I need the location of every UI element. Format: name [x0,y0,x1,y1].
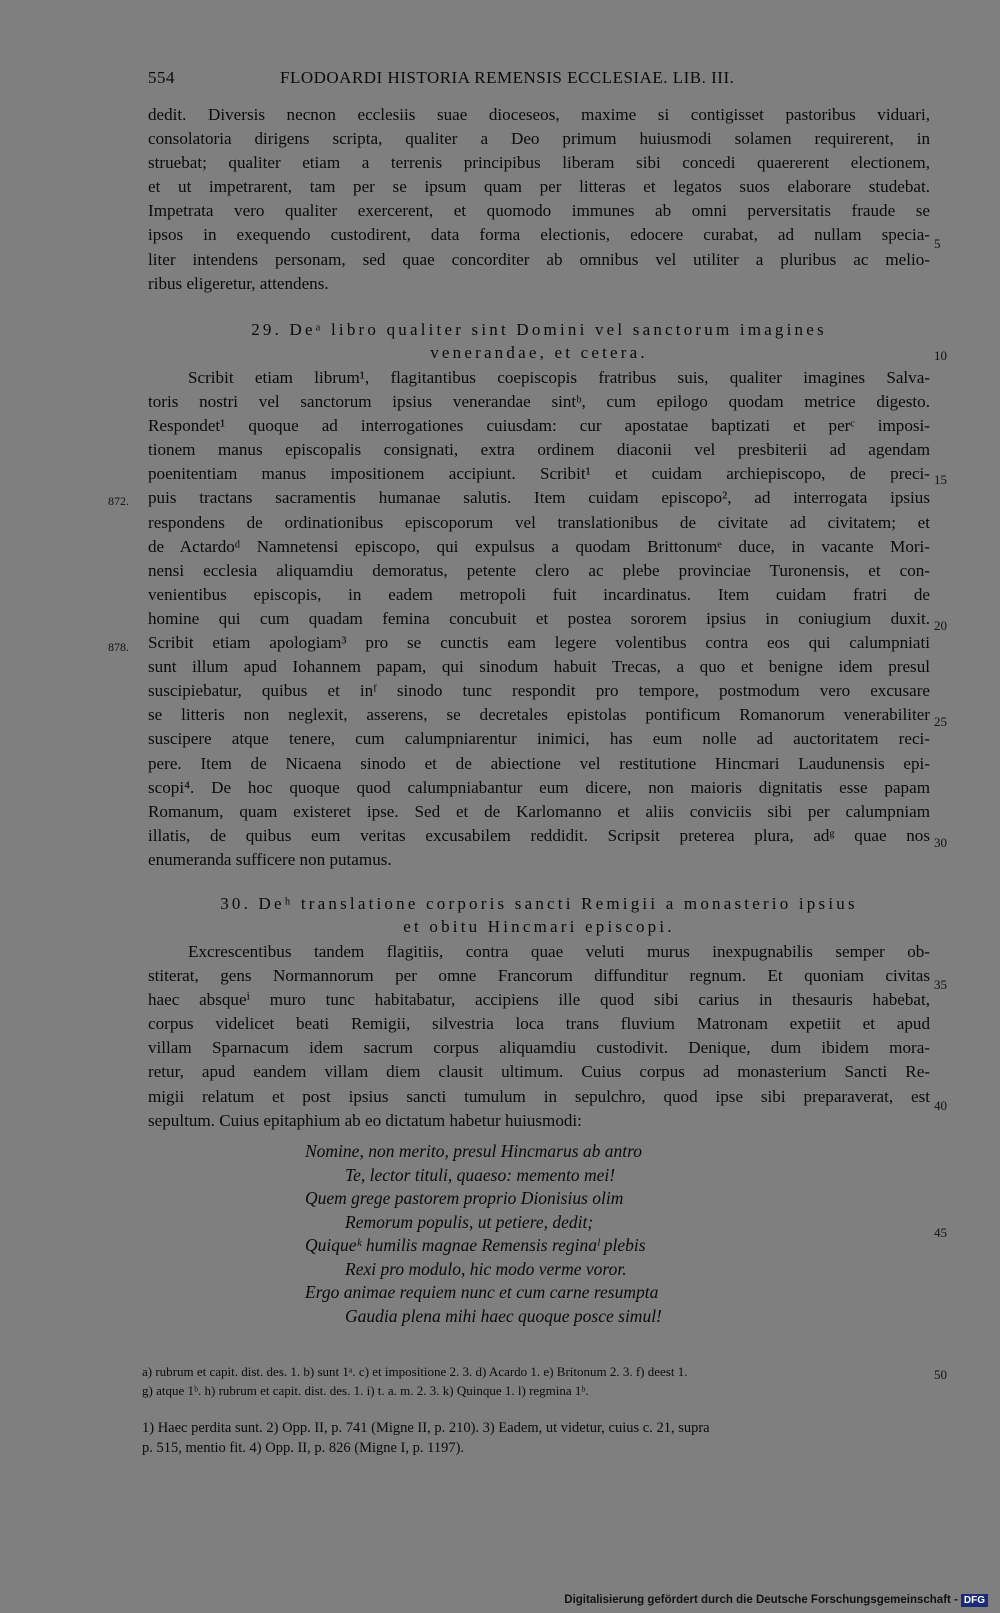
poem-line: Nomine, non merito, presul Hincmarus ab antro [305,1141,643,1161]
heading-line: 30. Deʰ translatione corporis sancti Remigii a monasterio ipsius [220,894,858,913]
line-number: 10 [934,348,947,363]
line-number: 30 [934,835,947,850]
heading-line: et obitu Hincmari episcopi. [403,917,675,936]
margin-year: 872. [108,494,129,508]
text-line: poenitentiam manus impositionem accipiunt. Scribit¹ et cuidam archiepiscopo, de preci- [148,464,930,484]
line-number: 5 [934,236,941,251]
text-line: venientibus episcopis, in eadem metropoli fuit incardinatus. Item cuidam fratri de [148,584,930,604]
line-number: 15 [934,472,947,487]
poem-line: Quem grege pastorem proprio Dionisius olim [305,1188,624,1208]
footer-text: Digitalisierung gefördert durch die Deutsche Forschungsgemeinschaft - [564,1594,958,1606]
line-number: 35 [934,977,947,992]
poem-line: Remorum populis, ut petiere, dedit; [345,1211,594,1232]
chapter-heading-29 [148,318,930,364]
text-line: illatis, de quibus eum veritas excusabilem reddidit. Scripsit preterea plura, adᵍ quae nos [148,825,930,845]
poem-line: Ergo animae requiem nunc et cum carne resumpta [305,1282,659,1302]
epitaph-poem [305,1140,755,1328]
text-line: suscipiebatur, quibus et inᶠ sinodo tunc respondit pro tempore, postmodum vero excusare [148,681,930,701]
line-number: 45 [934,1225,947,1240]
page-number: 554 [148,68,175,87]
poem-line: Quiqueᵏ humilis magnae Remensis reginaˡ plebis [305,1235,646,1255]
text-line: villam Sparnacum idem sacrum corpus aliquamdiu custodivit. Denique, dum ibidem mora- [148,1038,930,1058]
paragraph-2 [148,366,930,872]
critical-apparatus [142,1362,932,1400]
chapter-heading-30 [148,892,930,938]
line-number: 25 [934,714,947,729]
text-line: retur, apud eandem villam diem clausit ultimum. Cuius corpus ad monasterium Sancti Re- [148,1062,930,1082]
text-line: struebat; qualiter etiam a terrenis principibus liberam sibi concedi quaererent electionem, [148,153,930,173]
heading-line: 29. Deᵃ libro qualiter sint Domini vel sanctorum imagines [251,320,827,339]
text-line: consolatoria dirigens scripta, qualiter a Deo primum huiusmodi solamen requirerent, in [148,129,930,149]
text-line: pere. Item de Nicaena sinodo et de abiectione vel restitutione Hincmari Laudunensis epi- [148,753,930,773]
text-line: stiterat, gens Normannorum per omne Francorum diffunditur regnum. Et quoniam civitas [148,966,930,986]
text-line: puis tractans sacramentis humanae salutis. Item cuidam episcopo², ad interrogata ipsius [148,488,930,508]
dfg-logo: DFG [961,1594,988,1607]
line-number: 50 [934,1367,947,1382]
text-line: se litteris non neglexit, asserens, se decretales epistolas pontificum Romanorum venerabiliter [148,705,930,725]
text-line: Scribit etiam librum¹, flagitantibus coepiscopis fratribus suis, qualiter imagines Salva- [188,368,930,387]
text-line: scopi⁴. De hoc quoque quod calumpniabantur eum dicere, non maioris dignitatis esse papam [148,777,930,797]
footnote-line: 1) Haec perdita sunt. 2) Opp. II, p. 741 (Migne II, p. 210). 3) Eadem, ut videtur, cuius c. 21, supra [142,1420,710,1436]
text-line: Impetrata vero qualiter exercerent, et quomodo immunes ab omni perversitatis fraude se [148,201,930,221]
line-number: 40 [934,1098,947,1113]
text-line: ribus eligeretur, attendens. [148,273,329,293]
text-line: Romanum, quam existeret ipse. Sed et de Karlomanno et aliis conviciis sibi per calumpniam [148,801,930,821]
text-line: migii relatum et post ipsius sancti tumulum in sepulchro, quod ipse sibi preparaverat, est [148,1086,930,1106]
text-line: toris nostri vel sanctorum ipsius venerandae sintᵇ, cum epilogo quodam metrice digesto. [148,392,930,412]
paragraph-3 [148,940,930,1133]
text-line: enumeranda sufficere non putamus. [148,849,392,869]
text-line: Excrescentibus tandem flagitiis, contra quae veluti murus inexpugnabilis semper ob- [188,942,930,961]
paragraph-1 [148,103,930,296]
text-line: liter intendens personam, sed quae concorditer ab omnibus vel utiliter a pluribus ac melio- [148,249,930,269]
text-line: sepultum. Cuius epitaphium ab eo dictatum habetur huiusmodi: [148,1110,582,1130]
text-line: homine qui cum quadam femina concubuit et postea sororem ipsius in coniugium duxit. [148,608,930,628]
heading-line: venerandae, et cetera. [430,343,648,362]
running-title: FLODOARDI HISTORIA REMENSIS ECCLESIAE. LIB. III. [280,68,735,87]
margin-year: 878. [108,640,129,654]
digitization-footer [564,1594,988,1607]
note-line: a) rubrum et capit. dist. des. 1. b) sunt 1ᵃ. c) et impositione 2. 3. d) Acardo 1. e) Britonum 2. 3. f) deest 1. [142,1364,688,1379]
line-number: 20 [934,618,947,633]
text-line: Respondet¹ quoque ad interrogationes cuiusdam: cur apostatae baptizati et perᶜ imposi- [148,416,930,436]
text-line: Scribit etiam apologiam³ pro se cunctis eam legere volentibus contra eos qui calumpniati [148,633,930,653]
note-line: g) atque 1ᵇ. h) rubrum et capit. dist. des. 1. i) t. a. m. 2. 3. k) Quinque 1. l) regmina 1ᵇ. [142,1383,589,1398]
text-line: dedit. Diversis necnon ecclesiis suae dioceseos, maxime si contigisset pastoribus viduari, [148,105,930,124]
text-line: suscipere atque tenere, cum calumpniarentur inimici, has eum nolle ad auctoritatem reci- [148,729,930,749]
text-line: corpus videlicet beati Remigii, silvestria loca trans fluvium Matronam expetiit et apud [148,1014,930,1034]
footnote-line: p. 515, mentio fit. 4) Opp. II, p. 826 (Migne I, p. 1197). [142,1440,465,1456]
text-line: nensi ecclesia aliquamdiu demoratus, petente clero ac plebe provinciae Turonensis, et con- [148,560,930,580]
text-line: sunt illum apud Iohannem papam, qui sinodum habuit Trecas, a quo et benigne idem presul [148,657,930,677]
poem-line: Rexi pro modulo, hic modo verme voror. [345,1258,627,1279]
text-line: haec absqueⁱ muro tunc habitabatur, accipiens ille quod sibi carius in thesauris habebat, [148,990,930,1010]
text-line: de Actardoᵈ Namnetensi episcopo, qui expulsus a quodam Brittonumᵉ duce, in vacante Mori- [148,536,930,556]
footnotes [142,1418,932,1458]
text-line: et ut impetrarent, tam per se ipsum quam per litteras et legatos suos elaborare studebat. [148,177,930,197]
text-line: ipsos in exequendo custodirent, data forma electionis, edocere curabat, ad nullam specia- [148,225,930,245]
text-line: respondens de ordinationibus episcoporum vel translationibus de civitate ad civitatem; et [148,512,930,532]
text-line: tionem manus episcopalis consignati, extra ordinem diaconii vel presbiterii ad agendam [148,440,930,460]
poem-line: Gaudia plena mihi haec quoque posce simul! [345,1305,662,1326]
poem-line: Te, lector tituli, quaeso: memento mei! [345,1164,616,1185]
